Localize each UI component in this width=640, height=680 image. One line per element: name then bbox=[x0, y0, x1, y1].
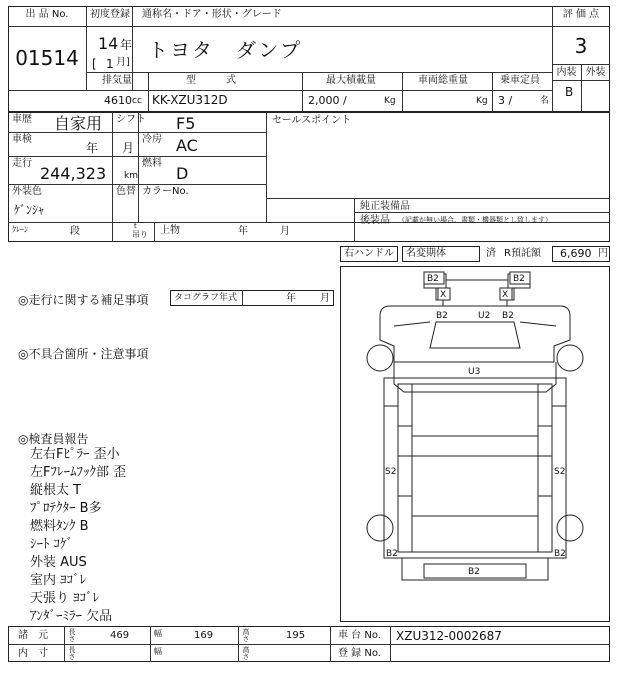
color-change-label: 色替 bbox=[116, 186, 136, 197]
capacity-label: 乗車定員 bbox=[500, 75, 540, 86]
remark-item: 天張り ﾖｺﾞﾚ bbox=[30, 591, 100, 606]
diagram-mark: U3 bbox=[468, 367, 481, 377]
reg-month: 1 bbox=[106, 57, 114, 71]
diagram-mark: S2 bbox=[554, 467, 566, 477]
exterior-grade-label: 外装 bbox=[585, 67, 606, 78]
recycle-value: 6,690 bbox=[560, 247, 592, 260]
dims-label: 諸 元 bbox=[18, 630, 48, 641]
inspection-label: 車検 bbox=[12, 134, 32, 145]
fuel-value: D bbox=[176, 164, 189, 183]
first-reg-label: 初度登録 bbox=[90, 9, 130, 20]
aircon-value: AC bbox=[176, 136, 198, 155]
remark-item: 外装 AUS bbox=[30, 555, 87, 570]
reg-month-unit: 月] bbox=[116, 57, 130, 68]
aircon-label: 冷房 bbox=[142, 134, 162, 145]
mileage-value: 244,323 bbox=[40, 164, 107, 183]
diagram-mark: B2 bbox=[468, 567, 480, 577]
loader-year-unit: 年 bbox=[238, 226, 248, 237]
grade-label: 評 価 点 bbox=[562, 9, 600, 20]
diagram-mark: B2 bbox=[513, 274, 525, 284]
crane-stage-unit: 段 bbox=[70, 226, 80, 237]
height-value: 195 bbox=[286, 630, 306, 641]
name-change-label: 名変期体 bbox=[406, 248, 446, 259]
interior-grade: B bbox=[565, 85, 574, 99]
max-load-unit: Kg bbox=[384, 96, 396, 106]
height-label: 高さ bbox=[242, 628, 250, 642]
crane-label: ｸﾚｰﾝ bbox=[12, 225, 28, 234]
diagram-mark: B2 bbox=[386, 549, 398, 559]
model-desc-label: 通称名・ドア・形状・グレード bbox=[142, 9, 282, 20]
crane-ton-unit: t bbox=[134, 222, 137, 230]
sales-point-label: セールスポイント bbox=[272, 115, 352, 126]
inner-width-label: 幅 bbox=[154, 647, 162, 656]
inspector-remarks-header: ◎検査員報告 bbox=[18, 432, 89, 446]
driving-remarks-header: ◎走行に関する補足事項 bbox=[18, 293, 149, 307]
max-load-value: 2,000 / bbox=[308, 94, 347, 107]
length-value: 469 bbox=[110, 630, 130, 641]
remark-item: 燃料ﾀﾝｸ B bbox=[30, 519, 89, 534]
transfer-label: 済 bbox=[486, 248, 496, 259]
color-code-label: カラーNo. bbox=[142, 186, 189, 197]
loader-label: 上物 bbox=[160, 225, 180, 236]
shift-label: シフト bbox=[116, 114, 146, 125]
remark-item: ｼｰﾄ ｺｹﾞ bbox=[30, 537, 74, 552]
aftermarket-note: （記載が無い場合、書類・機器類とし致します） bbox=[398, 216, 552, 224]
inner-dims-label: 内 寸 bbox=[18, 648, 48, 659]
loader-month-unit: 月 bbox=[280, 226, 290, 237]
remark-item: ｱﾝﾀﾞｰﾐﾗｰ 欠品 bbox=[30, 609, 113, 624]
history-label: 車歴 bbox=[12, 114, 32, 125]
interior-grade-label: 内装 bbox=[556, 67, 577, 78]
chassis-number: XZU312-0002687 bbox=[396, 629, 502, 643]
recycle-label: R預託額 bbox=[504, 248, 541, 259]
remark-item: 左Fﾌﾚｰﾑﾌｯｸ部 歪 bbox=[30, 465, 127, 480]
diagram-mark: B2 bbox=[502, 311, 514, 321]
aftermarket-label-visible: 後装品 bbox=[360, 215, 390, 226]
registration-label: 登 録 No. bbox=[338, 648, 381, 659]
color-value: ｹﾞﾝｼｬ bbox=[14, 203, 45, 217]
defect-remarks-header: ◎不具合箇所・注意事項 bbox=[18, 347, 149, 361]
remark-item: 室内 ﾖｺﾞﾚ bbox=[30, 573, 87, 588]
inner-length-label: 長さ bbox=[68, 646, 76, 660]
remark-item: 縦根太 T bbox=[30, 483, 82, 498]
length-label: 長さ bbox=[68, 628, 76, 642]
grade-value: 3 bbox=[574, 34, 588, 58]
diagram-mark: X bbox=[440, 290, 447, 300]
tachograph-label: タコグラフ年式 bbox=[174, 293, 238, 303]
mileage-unit: km bbox=[124, 171, 138, 181]
mileage-label: 走行 bbox=[12, 158, 32, 169]
diagram-mark: B2 bbox=[554, 549, 566, 559]
car-name: トヨタ ダンプ bbox=[148, 38, 303, 62]
reg-month-open: [ bbox=[92, 57, 97, 71]
lot-number-label: 出 品 No. bbox=[25, 9, 69, 20]
displacement-label: 排気量 bbox=[102, 75, 132, 86]
diagram-mark: U2 bbox=[478, 311, 491, 321]
model-code-label: 型 式 bbox=[186, 75, 236, 86]
reg-year: 14 bbox=[98, 34, 119, 53]
capacity-unit: 名 bbox=[540, 96, 550, 106]
tachograph-month-unit: 月 bbox=[320, 293, 330, 304]
model-code: KK-XZU312D bbox=[152, 93, 228, 107]
remark-item: ﾌﾟﾛﾃｸﾀｰ B多 bbox=[30, 501, 102, 516]
max-load-label: 最大積載量 bbox=[326, 75, 376, 86]
truck-diagram bbox=[340, 266, 610, 622]
diagram-mark: B2 bbox=[436, 311, 448, 321]
gross-weight-label: 車両総重量 bbox=[418, 75, 468, 86]
diagram-mark: X bbox=[502, 290, 509, 300]
width-value: 169 bbox=[194, 630, 214, 641]
history-value: 自家用 bbox=[54, 114, 103, 133]
diagram-mark: B2 bbox=[427, 274, 439, 284]
chassis-label: 車 台 No. bbox=[338, 630, 381, 641]
recycle-unit: 円 bbox=[598, 248, 608, 259]
inspection-year-unit: 年 bbox=[86, 141, 99, 155]
remark-item: 左右Fﾋﾟﾗｰ 歪小 bbox=[30, 447, 120, 462]
fuel-label: 燃料 bbox=[142, 158, 162, 169]
inspection-month-unit: 月 bbox=[122, 141, 135, 155]
steering-value: 右ハンドル bbox=[344, 248, 394, 259]
displacement-unit: cc bbox=[132, 96, 142, 106]
tachograph-year-unit: 年 bbox=[286, 293, 296, 304]
displacement-value: 4610 bbox=[104, 94, 132, 107]
crane-hang-unit: 吊り bbox=[132, 230, 148, 239]
diagram-mark: S2 bbox=[385, 467, 397, 477]
gross-weight-unit: Kg bbox=[476, 96, 488, 106]
reg-year-unit: 年 bbox=[120, 38, 133, 52]
inner-height-label: 高さ bbox=[242, 646, 250, 660]
capacity-value: 3 / bbox=[498, 94, 513, 107]
shift-value: F5 bbox=[176, 114, 196, 133]
color-label: 外装色 bbox=[12, 186, 42, 197]
lot-number: 01514 bbox=[15, 46, 79, 70]
width-label: 幅 bbox=[154, 629, 162, 638]
standard-equipment-label: 純正装備品 bbox=[360, 201, 410, 212]
